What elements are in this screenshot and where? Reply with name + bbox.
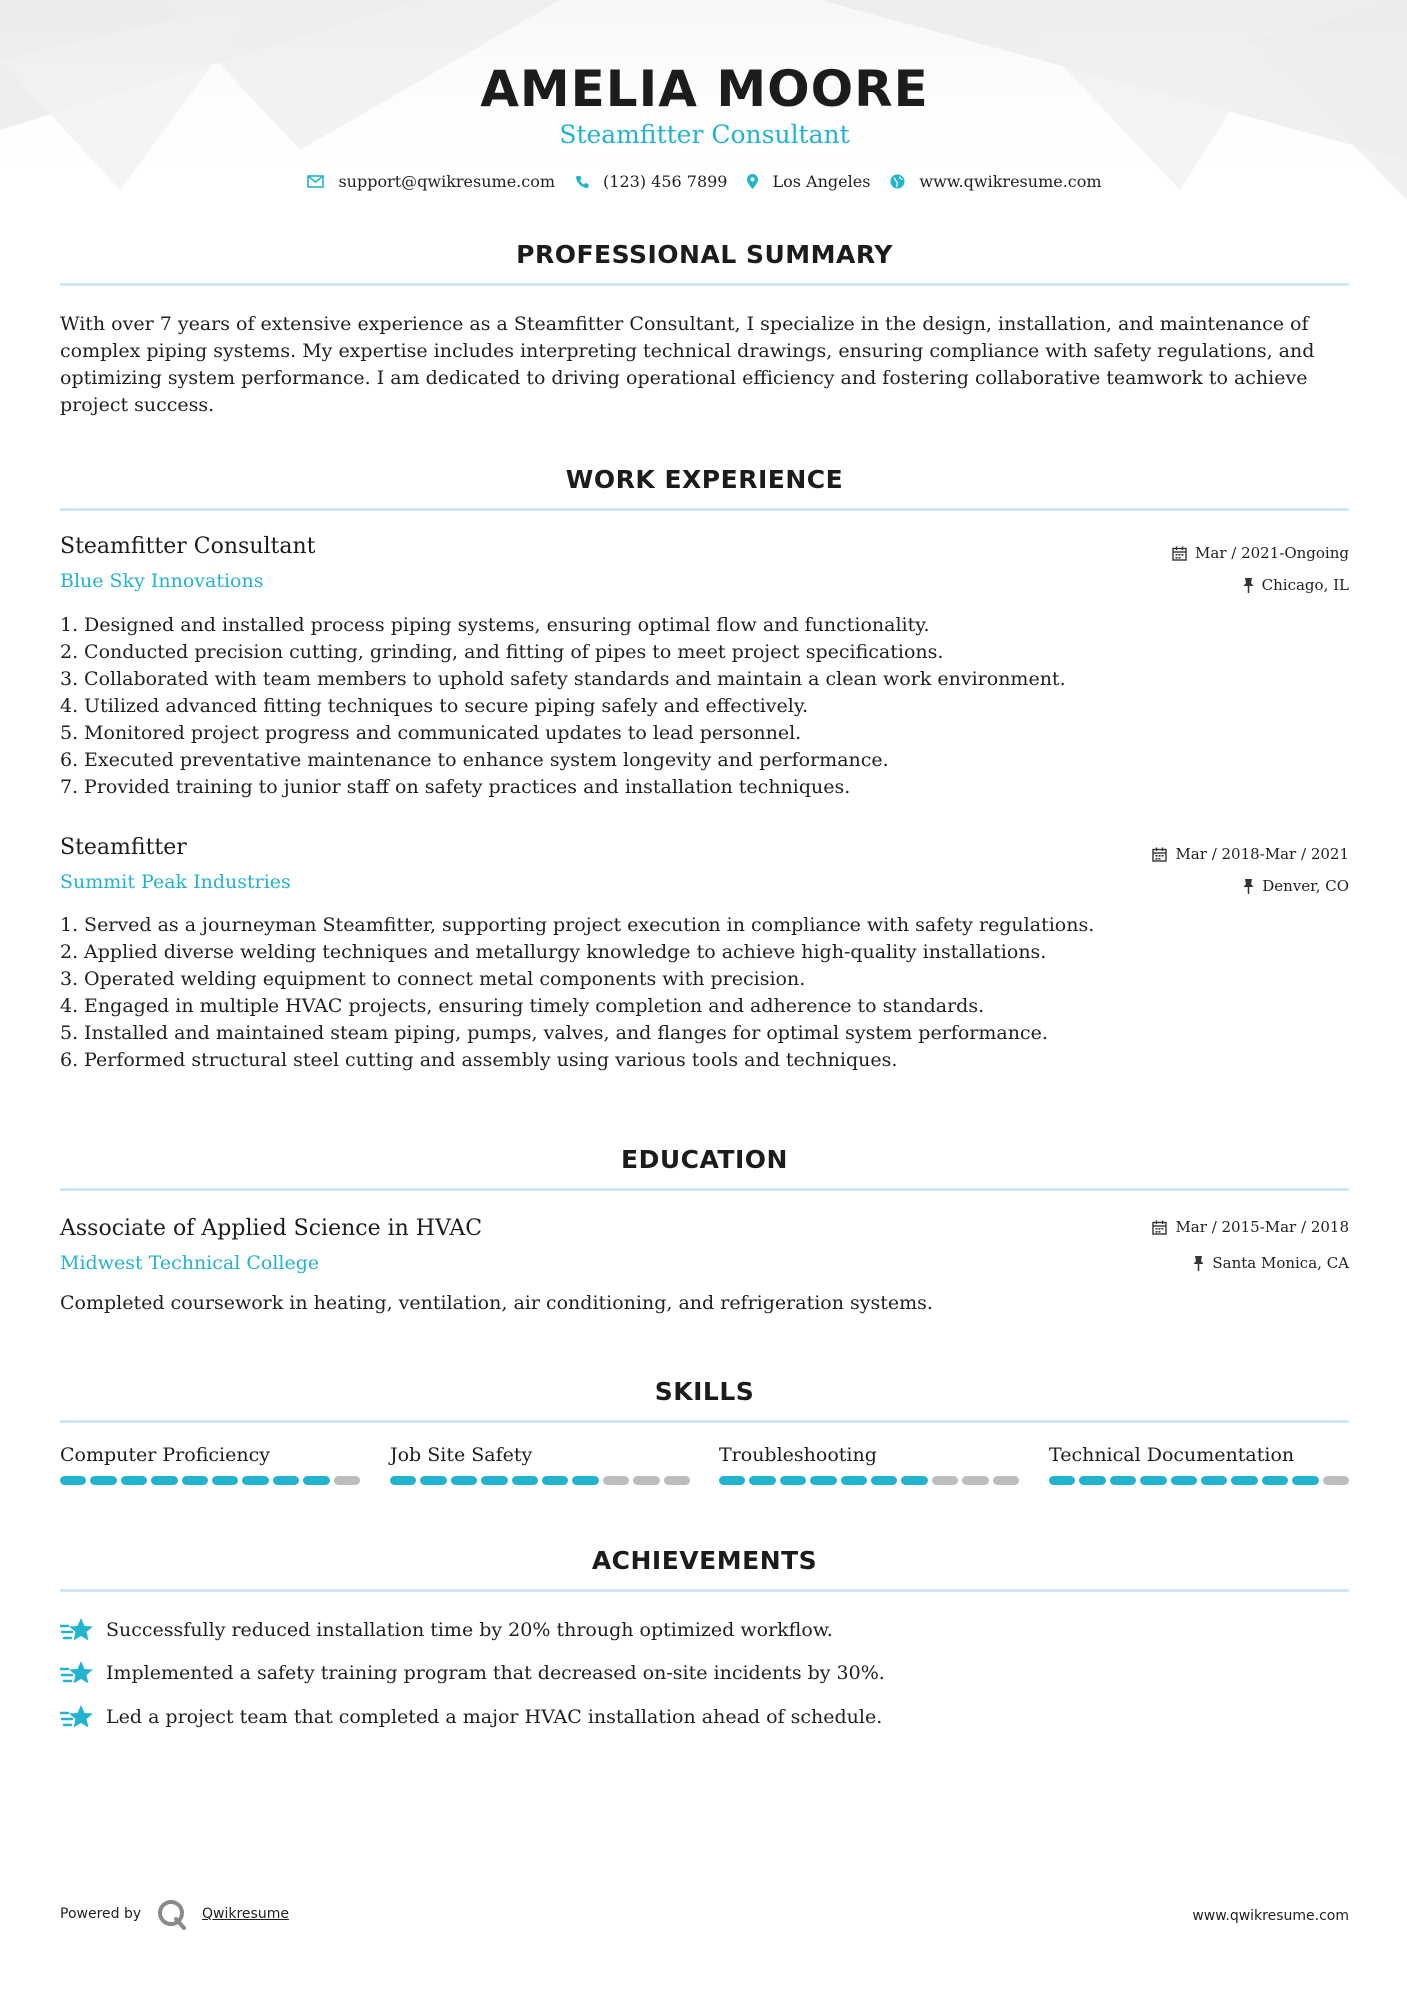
skill-segment-filled xyxy=(1079,1476,1105,1485)
envelope-icon xyxy=(307,175,324,188)
list-item: 1. Designed and installed process piping systems, ensuring optimal flow and functionality. xyxy=(60,614,930,636)
contact-email[interactable] xyxy=(307,172,555,191)
list-item: 6. Executed preventative maintenance to enhance system longevity and performance. xyxy=(60,749,889,771)
skill-segment-filled xyxy=(1049,1476,1075,1485)
calendar-icon xyxy=(1172,546,1187,561)
phone-text: (123) 456 7899 xyxy=(603,172,728,191)
skill-segment-filled xyxy=(871,1476,897,1485)
calendar-icon xyxy=(1152,1220,1167,1235)
summary-line: project success. xyxy=(60,394,215,416)
skills-rule xyxy=(60,1420,1349,1423)
skill-name: Technical Documentation xyxy=(1049,1444,1295,1466)
list-item: 7. Provided training to junior staff on safety practices and installation techniques. xyxy=(60,776,851,798)
skill-segment-empty xyxy=(993,1476,1019,1485)
shooting-star-icon xyxy=(60,1659,94,1687)
skill-segment-filled xyxy=(1110,1476,1136,1485)
skill-segment-filled xyxy=(481,1476,507,1485)
globe-icon xyxy=(890,174,905,189)
job-title: Steamfitter Consultant xyxy=(60,534,316,559)
list-item: 2. Conducted precision cutting, grinding, and fitting of pipes to meet project specifications. xyxy=(60,641,944,663)
education-description: Completed coursework in heating, ventilation, air conditioning, and refrigeration systems. xyxy=(60,1292,933,1314)
qwikresume-link[interactable]: Qwikresume xyxy=(202,1906,289,1922)
skills-grid xyxy=(60,1444,1349,1504)
job-dates-text: Mar / 2021-Ongoing xyxy=(1195,544,1349,562)
contact-bar xyxy=(60,172,1349,191)
skills-heading: SKILLS xyxy=(654,1377,755,1406)
summary-line: optimizing system performance. I am dedicated to driving operational efficiency and fostering collaborative teamwork to achieve xyxy=(60,367,1308,389)
job-location-text: Denver, CO xyxy=(1262,877,1349,895)
achievement-item xyxy=(60,1616,1349,1644)
skill-name: Computer Proficiency xyxy=(60,1444,270,1466)
skill-segment-empty xyxy=(633,1476,659,1485)
skill-segment-empty xyxy=(962,1476,988,1485)
education-rule xyxy=(60,1188,1349,1191)
website-text: www.qwikresume.com xyxy=(919,172,1102,191)
contact-website[interactable] xyxy=(890,172,1101,191)
list-item: 6. Performed structural steel cutting and assembly using various tools and techniques. xyxy=(60,1049,898,1071)
qwikresume-logo-icon[interactable] xyxy=(156,1898,188,1930)
skill-segment-filled xyxy=(780,1476,806,1485)
skill-segment-filled xyxy=(841,1476,867,1485)
skill-segment-filled xyxy=(60,1476,86,1485)
list-item: 5. Monitored project progress and communicated updates to lead personnel. xyxy=(60,722,802,744)
achievement-text: Led a project team that completed a major HVAC installation ahead of schedule. xyxy=(106,1706,883,1728)
degree-title: Associate of Applied Science in HVAC xyxy=(60,1216,483,1241)
education-location-text: Santa Monica, CA xyxy=(1212,1254,1349,1272)
job-entry xyxy=(60,835,1349,1075)
job-bullets xyxy=(60,612,1349,801)
skill-segment-filled xyxy=(1231,1476,1257,1485)
list-item: 3. Collaborated with team members to uphold safety standards and maintain a clean work environment. xyxy=(60,668,1066,690)
skill-segment-filled xyxy=(303,1476,329,1485)
achievement-text: Implemented a safety training program that decreased on-site incidents by 30%. xyxy=(106,1662,885,1684)
skill-level-bar xyxy=(1049,1476,1349,1485)
school-name: Midwest Technical College xyxy=(60,1252,320,1274)
skill-name: Job Site Safety xyxy=(390,1444,533,1466)
skill-item xyxy=(1049,1444,1349,1485)
achievement-text: Successfully reduced installation time by 20% through optimized workflow. xyxy=(106,1619,833,1641)
job-entry xyxy=(60,534,1349,804)
list-item: 4. Utilized advanced fitting techniques to secure piping safely and effectively. xyxy=(60,695,809,717)
skill-segment-filled xyxy=(242,1476,268,1485)
list-item: 1. Served as a journeyman Steamfitter, supporting project execution in compliance with safety regulations. xyxy=(60,914,1095,936)
job-title: Steamfitter xyxy=(60,835,187,860)
resume-page xyxy=(60,0,1349,1990)
achievements-rule xyxy=(60,1589,1349,1592)
calendar-icon xyxy=(1152,847,1167,862)
powered-by-label: Powered by xyxy=(60,1906,142,1922)
list-item: 4. Engaged in multiple HVAC projects, ensuring timely completion and adherence to standards. xyxy=(60,995,985,1017)
summary-rule xyxy=(60,283,1349,286)
education-dates-text: Mar / 2015-Mar / 2018 xyxy=(1175,1218,1349,1236)
job-dates-text: Mar / 2018-Mar / 2021 xyxy=(1175,845,1349,863)
summary-heading: PROFESSIONAL SUMMARY xyxy=(516,240,893,269)
achievement-item xyxy=(60,1659,1349,1687)
skill-segment-filled xyxy=(719,1476,745,1485)
skill-segment-empty xyxy=(334,1476,360,1485)
skill-segment-filled xyxy=(542,1476,568,1485)
skill-segment-filled xyxy=(90,1476,116,1485)
skill-segment-filled xyxy=(1171,1476,1197,1485)
pushpin-icon xyxy=(1243,578,1254,593)
skill-level-bar xyxy=(719,1476,1019,1485)
skill-item xyxy=(390,1444,690,1485)
job-location xyxy=(1243,576,1349,594)
skill-segment-filled xyxy=(1140,1476,1166,1485)
skill-segment-filled xyxy=(572,1476,598,1485)
contact-phone[interactable] xyxy=(575,172,727,191)
footer xyxy=(60,1898,1349,1938)
skill-segment-filled xyxy=(212,1476,238,1485)
summary-text xyxy=(60,311,1349,419)
candidate-title: Steamfitter Consultant xyxy=(559,120,850,149)
phone-icon xyxy=(575,175,589,189)
location-text: Los Angeles xyxy=(772,172,871,191)
skill-segment-empty xyxy=(932,1476,958,1485)
skill-segment-empty xyxy=(603,1476,629,1485)
shooting-star-icon xyxy=(60,1616,94,1644)
skill-segment-filled xyxy=(451,1476,477,1485)
experience-heading: WORK EXPERIENCE xyxy=(565,465,844,494)
education-entry xyxy=(60,1216,1349,1326)
shooting-star-icon xyxy=(60,1703,94,1731)
pushpin-icon xyxy=(1193,1256,1204,1271)
skill-segment-filled xyxy=(810,1476,836,1485)
skill-level-bar xyxy=(60,1476,360,1485)
skill-segment-filled xyxy=(901,1476,927,1485)
skill-segment-filled xyxy=(749,1476,775,1485)
experience-rule xyxy=(60,508,1349,511)
education-dates xyxy=(1152,1218,1349,1236)
contact-location xyxy=(747,172,870,191)
achievements-heading: ACHIEVEMENTS xyxy=(591,1546,818,1575)
pushpin-icon xyxy=(1243,879,1254,894)
skill-level-bar xyxy=(390,1476,690,1485)
list-item: 2. Applied diverse welding techniques and metallurgy knowledge to achieve high-quality installations. xyxy=(60,941,1047,963)
skill-segment-filled xyxy=(512,1476,538,1485)
job-company: Summit Peak Industries xyxy=(60,871,291,893)
email-text: support@qwikresume.com xyxy=(338,172,556,191)
skill-segment-empty xyxy=(664,1476,690,1485)
job-location-text: Chicago, IL xyxy=(1261,576,1349,594)
job-location xyxy=(1243,877,1349,895)
job-company: Blue Sky Innovations xyxy=(60,570,264,592)
skill-segment-filled xyxy=(151,1476,177,1485)
skill-segment-filled xyxy=(420,1476,446,1485)
skill-segment-filled xyxy=(1201,1476,1227,1485)
skill-segment-filled xyxy=(390,1476,416,1485)
job-dates xyxy=(1152,845,1349,863)
education-heading: EDUCATION xyxy=(621,1145,788,1174)
job-dates xyxy=(1172,544,1349,562)
skill-segment-filled xyxy=(121,1476,147,1485)
list-item: 3. Operated welding equipment to connect metal components with precision. xyxy=(60,968,806,990)
skill-segment-filled xyxy=(1292,1476,1318,1485)
summary-line: With over 7 years of extensive experience as a Steamfitter Consultant, I specialize in the design, installation, and maintenance of xyxy=(60,313,1309,335)
candidate-name: AMELIA MOORE xyxy=(480,60,929,118)
skill-item xyxy=(60,1444,360,1485)
skill-segment-filled xyxy=(1262,1476,1288,1485)
list-item: 5. Installed and maintained steam piping, pumps, valves, and flanges for optimal system performance. xyxy=(60,1022,1048,1044)
skill-segment-filled xyxy=(182,1476,208,1485)
skill-name: Troubleshooting xyxy=(719,1444,877,1466)
summary-line: complex piping systems. My expertise includes interpreting technical drawings, ensuring compliance with safety regulations, and xyxy=(60,340,1315,362)
map-pin-icon xyxy=(747,174,758,189)
skill-segment-filled xyxy=(273,1476,299,1485)
skill-item xyxy=(719,1444,1019,1485)
skill-segment-empty xyxy=(1323,1476,1349,1485)
education-location xyxy=(1193,1254,1349,1272)
achievement-item xyxy=(60,1703,1349,1731)
footer-website-link[interactable]: www.qwikresume.com xyxy=(1192,1908,1349,1924)
job-bullets xyxy=(60,912,1349,1074)
